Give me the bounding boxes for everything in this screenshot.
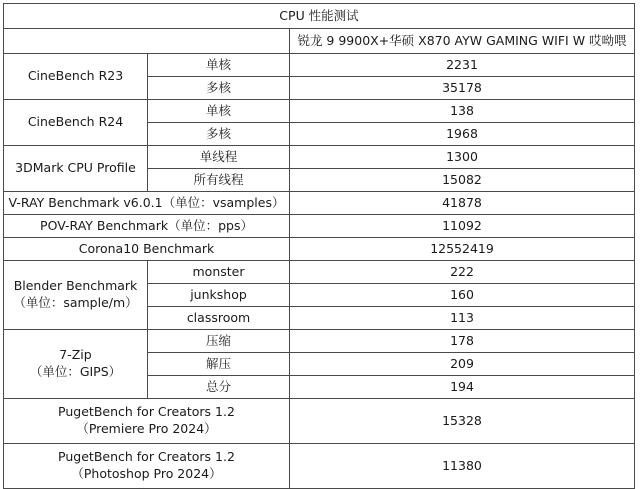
cb23-single-value: 2231 — [290, 54, 635, 77]
zip-item-label: 解压 — [148, 353, 290, 376]
cb24-multi-label: 多核 — [148, 123, 290, 146]
benchmark-table — [3, 3, 635, 489]
puget-photoshop-name — [4, 444, 290, 489]
device-label-empty — [4, 29, 290, 54]
corona-value: 12552419 — [290, 238, 635, 261]
zip-name — [4, 330, 148, 399]
blender-scene-label: classroom — [148, 307, 290, 330]
zip-item-value: 178 — [290, 330, 635, 353]
blender-scene-label: monster — [148, 261, 290, 284]
vray-name: V-RAY Benchmark v6.0.1（单位：vsamples） — [4, 192, 290, 215]
puget-premiere-value: 15328 — [290, 399, 635, 444]
blender-name — [4, 261, 148, 330]
device-row — [4, 29, 635, 54]
table-title: CPU 性能测试 — [4, 4, 635, 29]
vray-value: 41878 — [290, 192, 635, 215]
puget-photoshop-value: 11380 — [290, 444, 635, 489]
puget-premiere-name — [4, 399, 290, 444]
table-row — [4, 54, 635, 77]
table-row — [4, 444, 635, 489]
corona-name: Corona10 Benchmark — [4, 238, 290, 261]
table-row — [4, 146, 635, 169]
cb23-multi-label: 多核 — [148, 77, 290, 100]
blender-scene-value: 113 — [290, 307, 635, 330]
zip-item-label: 压缩 — [148, 330, 290, 353]
blender-scene-value: 222 — [290, 261, 635, 284]
cb23-multi-value: 35178 — [290, 77, 635, 100]
zip-item-value: 194 — [290, 376, 635, 399]
blender-scene-label: junkshop — [148, 284, 290, 307]
tdm-name: 3DMark CPU Profile — [4, 146, 148, 192]
cb23-single-label: 单核 — [148, 54, 290, 77]
blender-name-line2: （单位：sample/m） — [13, 295, 138, 310]
zip-name-line2: （单位：GIPS） — [29, 364, 122, 379]
table-row — [4, 238, 635, 261]
tdm-single-value: 1300 — [290, 146, 635, 169]
table-row — [4, 261, 635, 284]
puget-premiere-line2: （Premiere Pro 2024） — [76, 421, 217, 436]
table-row — [4, 399, 635, 444]
povray-value: 11092 — [290, 215, 635, 238]
zip-item-label: 总分 — [148, 376, 290, 399]
zip-name-line1: 7-Zip — [59, 347, 92, 363]
table-row — [4, 215, 635, 238]
zip-item-value: 209 — [290, 353, 635, 376]
table-row — [4, 330, 635, 353]
tdm-single-label: 单线程 — [148, 146, 290, 169]
table-row — [4, 192, 635, 215]
puget-photoshop-line2: （Photoshop Pro 2024） — [71, 466, 222, 481]
puget-photoshop-line1: PugetBench for Creators 1.2 — [58, 449, 235, 465]
blender-scene-value: 160 — [290, 284, 635, 307]
cb24-single-label: 单核 — [148, 100, 290, 123]
povray-name: POV-RAY Benchmark（单位：pps） — [4, 215, 290, 238]
tdm-all-label: 所有线程 — [148, 169, 290, 192]
device-name: 锐龙 9 9900X+华硕 X870 AYW GAMING WIFI W 哎呦喂 — [290, 29, 635, 54]
cb23-name: CineBench R23 — [4, 54, 148, 100]
title-row — [4, 4, 635, 29]
cb24-single-value: 138 — [290, 100, 635, 123]
table-row — [4, 100, 635, 123]
cb24-name: CineBench R24 — [4, 100, 148, 146]
puget-premiere-line1: PugetBench for Creators 1.2 — [58, 404, 235, 420]
blender-name-line1: Blender Benchmark — [13, 278, 138, 294]
cb24-multi-value: 1968 — [290, 123, 635, 146]
tdm-all-value: 15082 — [290, 169, 635, 192]
